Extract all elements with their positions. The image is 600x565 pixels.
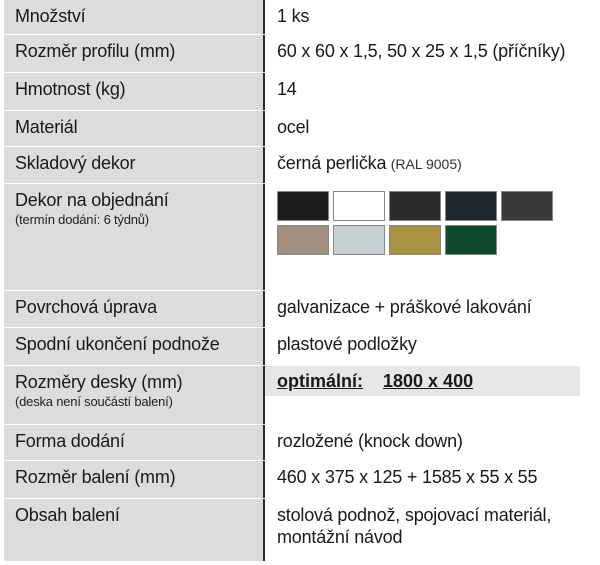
row-label: [4, 461, 265, 498]
row-value: [265, 366, 580, 424]
row-profile-size: [4, 35, 580, 73]
value-text: 60 x 60 x 1,5, 50 x 25 x 1,5 (příčníky): [277, 41, 566, 61]
row-order-decor: [4, 184, 580, 291]
color-swatch: [333, 225, 385, 255]
optimal-value: 1800 x 400: [383, 371, 474, 391]
row-label: [4, 111, 265, 146]
label-text: Materiál: [15, 117, 78, 137]
value-text: plastové podložky: [277, 334, 417, 354]
row-label: [4, 184, 265, 290]
label-text: Povrchová úprava: [15, 297, 157, 317]
ral-note: (RAL 9005): [390, 156, 462, 172]
label-text: Rozměry desky (mm): [15, 372, 183, 392]
value-text: 1 ks: [277, 6, 310, 26]
color-swatch: [333, 191, 385, 221]
row-value: [265, 73, 580, 110]
row-package-size: [4, 461, 580, 499]
color-swatch: [389, 225, 441, 255]
optimal-size-bar: [265, 366, 580, 396]
value-text: 14: [277, 79, 297, 99]
row-delivery-form: [4, 425, 580, 461]
row-label: [4, 291, 265, 327]
row-label: [4, 328, 265, 365]
label-subtext: (deska není součástí balení): [15, 394, 173, 409]
row-stock-decor: [4, 147, 580, 184]
color-swatch-grid: [277, 191, 580, 255]
optimal-label: optimální:: [277, 371, 363, 391]
row-value: [265, 35, 580, 72]
row-bottom-finish: [4, 328, 580, 366]
row-material: [4, 111, 580, 147]
row-desk-size: [4, 366, 580, 425]
row-weight: [4, 73, 580, 111]
row-label: [4, 73, 265, 110]
row-surface-finish: [4, 291, 580, 328]
row-label: [4, 147, 265, 183]
row-value: [265, 147, 580, 183]
row-label: [4, 366, 265, 424]
label-text: Skladový dekor: [15, 153, 136, 173]
value-text: rozložené (knock down): [277, 431, 463, 451]
label-text: Dekor na objednání: [15, 190, 169, 210]
row-value: [265, 184, 580, 290]
row-quantity: [4, 0, 580, 35]
color-swatch: [277, 191, 329, 221]
label-text: Spodní ukončení podnože: [15, 334, 220, 354]
color-swatch: [501, 191, 553, 221]
color-swatch: [277, 225, 329, 255]
row-value: [265, 328, 580, 365]
label-text: Forma dodání: [15, 431, 125, 451]
label-text: Množství: [15, 6, 86, 26]
row-package-contents: [4, 499, 580, 562]
label-subtext: (termín dodání: 6 týdnů): [15, 212, 149, 227]
label-text: Obsah balení: [15, 505, 120, 525]
value-text-line2: montážní návod: [277, 527, 403, 547]
label-text: Hmotnost (kg): [15, 79, 126, 99]
row-value: [265, 461, 580, 498]
spec-table: [4, 0, 580, 562]
color-swatch: [445, 225, 497, 255]
color-swatch: [389, 191, 441, 221]
value-text: 460 x 375 x 125 + 1585 x 55 x 55: [277, 467, 538, 487]
row-label: [4, 0, 265, 34]
row-label: [4, 425, 265, 460]
value-text: galvanizace + práškové lakování: [277, 297, 532, 317]
row-value: [265, 425, 580, 460]
color-swatch: [445, 191, 497, 221]
row-value: [265, 499, 580, 561]
label-text: Rozměr profilu (mm): [15, 41, 176, 61]
label-text: Rozměr balení (mm): [15, 467, 176, 487]
row-value: [265, 111, 580, 146]
row-label: [4, 499, 265, 561]
row-label: [4, 35, 265, 72]
value-text: stolová podnož, spojovací materiál,: [277, 505, 552, 525]
row-value: [265, 291, 580, 327]
value-text: ocel: [277, 117, 310, 137]
row-value: [265, 0, 580, 34]
value-text: černá perlička: [277, 153, 387, 173]
